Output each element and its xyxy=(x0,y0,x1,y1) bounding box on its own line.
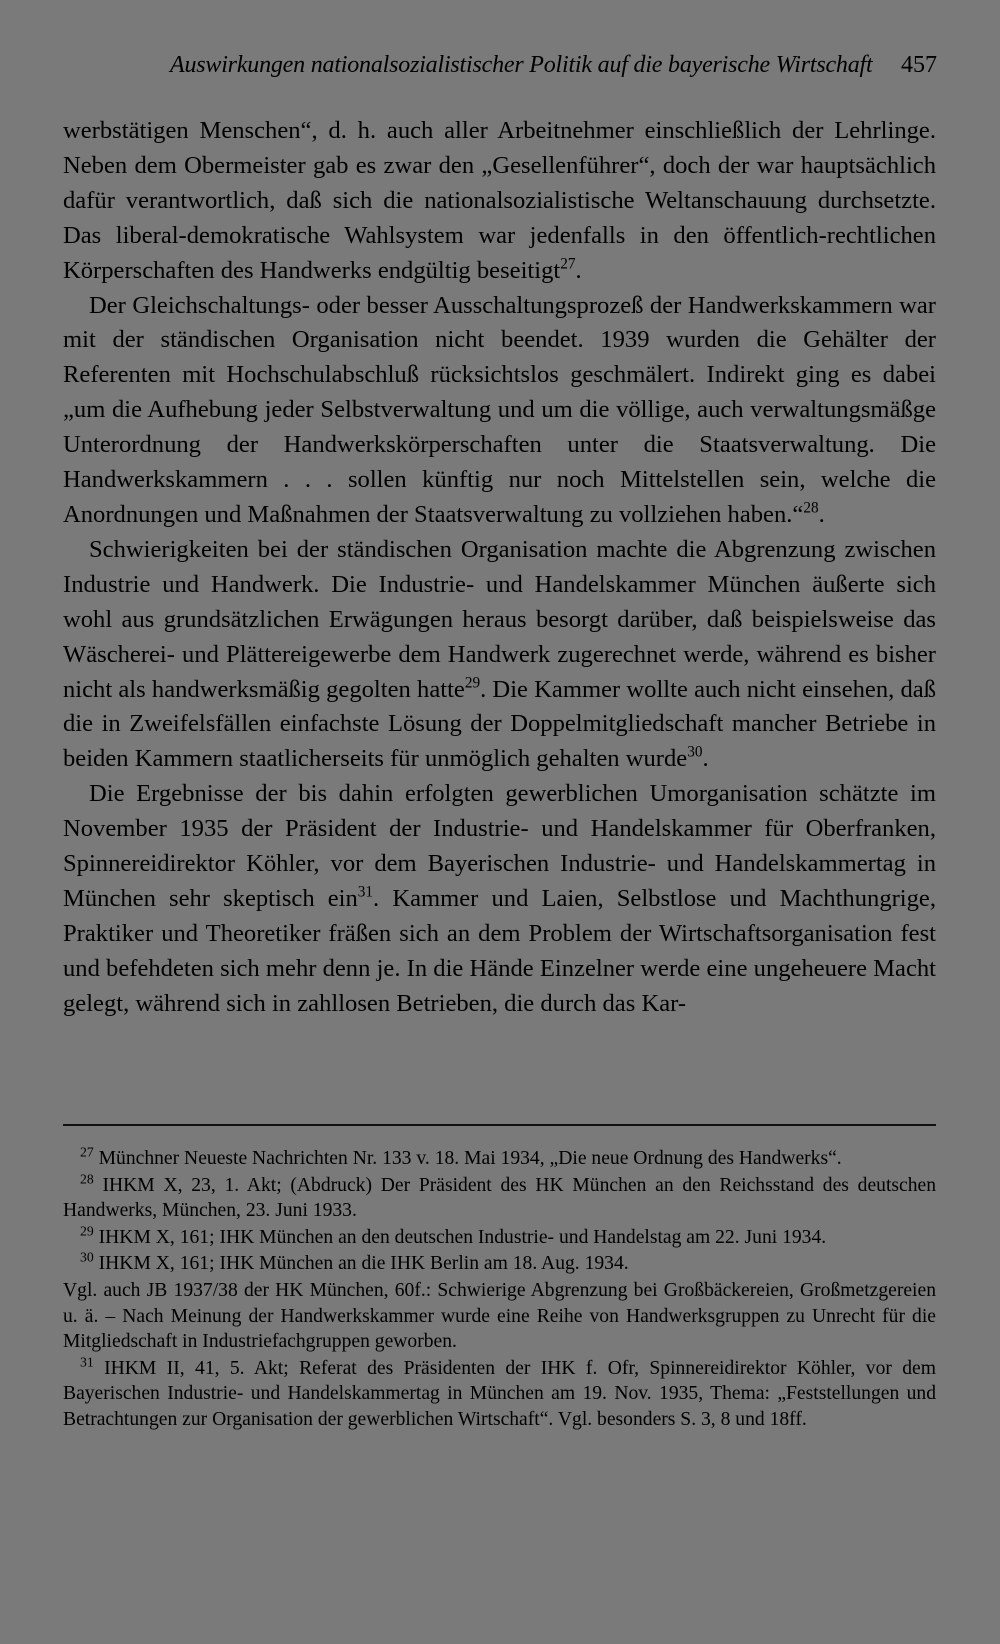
paragraph-2-text: Der Gleichschaltungs- oder besser Ausschaltungsprozeß der Handwerkskammern war mit der ständischen Organisation nicht beendet. 1939 wurden die Gehälter der Referenten mit Hochschulabschluß rücksichtslos geschmälert. Indirekt ging es dabei „um die Aufhebung jeder Selbstverwaltung und um die völlige, auch verwaltungsmäßge Unterordnung der Handwerkskörperschaften unter die Staatsverwaltung. Die Handwerkskammern . . . sollen künftig nur noch Mittelstellen sein, welche die Anordnungen und Maßnahmen der Staatsverwaltung zu vollziehen haben.“ xyxy=(63,291,936,528)
footnote-text: Vgl. auch JB 1937/38 der HK München, 60f.: Schwierige Abgrenzung bei Großbäckereien, Großmetzgereien u. ä. – Nach Meinung der Handwerkskammer wurde eine Reihe von Handwerksgruppen zu Unrecht für die Mitgliedschaft in Industriefachgruppen geworben. xyxy=(63,1279,936,1353)
footnote-ref-30: 30 xyxy=(687,743,703,761)
paragraph-1-tail: . xyxy=(575,256,582,284)
footnote-text: Münchner Neueste Nachrichten Nr. 133 v. 18. Mai 1934, „Die neue Ordnung des Handwerks“. xyxy=(98,1148,842,1169)
paragraph-3-text-b: . Die Kammer wollte auch nicht einsehen, daß die in Zweifelsfällen einfachste Lösung der Doppelmitgliedschaft mancher Betriebe in beiden Kammern staatlicherseits für unmöglich gehalten wurde xyxy=(63,675,936,773)
running-head-title: Auswirkungen nationalsozialistischer Politik auf die bayerische Wirtschaft xyxy=(170,52,873,78)
footnote-28 xyxy=(63,1173,936,1224)
paragraph-4-text-a: Die Ergebnisse der bis dahin erfolgten gewerblichen Umorganisation schätzte im November 1935 der Präsident der Industrie- und Handelskammer für Oberfranken, Spinnereidirektor Köhler, vor dem Bayerischen Industrie- und Handelskammertag in München sehr skeptisch ein xyxy=(63,780,936,912)
paragraph-3-text-a: Schwierigkeiten bei der ständischen Organisation machte die Abgrenzung zwischen Industrie und Handwerk. Die Industrie- und Handelskammer München äußerte sich wohl aus grundsätzlichen Erwägungen heraus besorgt darüber, daß beispielsweise das Wäscherei- und Plättereigewerbe dem Handwerk zugerechnet werde, während es bisher nicht als handwerksmäßig gegolten hatte xyxy=(63,535,936,703)
paragraph-1 xyxy=(63,114,936,289)
footnote-number: 27 xyxy=(80,1144,94,1160)
footnotes xyxy=(63,1146,936,1434)
page-number: 457 xyxy=(901,52,937,78)
footnote-ref-27: 27 xyxy=(560,255,576,273)
footnote-text: IHKM II, 41, 5. Akt; Referat des Präsidenten der IHK f. Ofr, Spinnereidirektor Köhler, vor dem Bayerischen Industrie- und Handelskammertag in München am 19. Nov. 1935, Thema: „Feststellungen und Betrachtungen zur Organisation der gewerblichen Wirtschaft“. Vgl. besonders S. 3, 8 und 18ff. xyxy=(63,1357,936,1430)
paragraph-4 xyxy=(63,777,936,1021)
footnote-31 xyxy=(63,1356,936,1433)
footnote-number: 30 xyxy=(80,1249,94,1265)
footnote-ref-29: 29 xyxy=(464,674,481,692)
footnote-separator xyxy=(63,1124,936,1126)
paragraph-1-text: werbstätigen Menschen“, d. h. auch aller Arbeitnehmer einschließlich der Lehrlinge. Neben dem Obermeister gab es zwar den „Gesellenführer“, doch der war hauptsächlich dafür verantwortlich, daß sich die nationalsozialistische Weltanschauung durchsetzte. Das liberal-demokratische Wahlsystem war jedenfalls in den öffentlich-rechtlichen Körperschaften des Handwerks endgültig beseitigt xyxy=(63,117,936,284)
footnote-ref-28: 28 xyxy=(803,499,819,517)
paragraph-2-tail: . xyxy=(818,500,825,528)
footnote-ref-31: 31 xyxy=(357,883,374,901)
main-text xyxy=(63,114,936,1022)
footnote-30-continuation xyxy=(63,1278,936,1355)
paragraph-3-tail: . xyxy=(702,745,709,773)
paragraph-4-text-b: . Kammer und Laien, Selbstlose und Machthungrige, Praktiker und Theoretiker fräßen sich an dem Problem der Wirtschaftsorganisation fest und befehdeten sich mehr denn je. In die Hände Einzelner werde eine ungeheuere Macht gelegt, während sich in zahllosen Betrieben, die durch das Kar- xyxy=(63,884,936,1017)
footnote-27 xyxy=(63,1146,936,1172)
footnote-text: IHKM X, 161; IHK München an den deutschen Industrie- und Handelstag am 22. Juni 1934. xyxy=(98,1226,827,1248)
running-head xyxy=(170,52,937,86)
footnote-text: IHKM X, 23, 1. Akt; (Abdruck) Der Präsident des HK München an den Reichsstand des deutschen Handwerks, München, 23. Juni 1933. xyxy=(63,1174,936,1222)
footnote-29 xyxy=(63,1225,936,1251)
footnote-number: 28 xyxy=(80,1171,94,1187)
footnote-number: 29 xyxy=(80,1223,94,1239)
footnote-30 xyxy=(63,1251,936,1277)
footnote-text: IHKM X, 161; IHK München an die IHK Berlin am 18. Aug. 1934. xyxy=(98,1253,629,1275)
footnote-number: 31 xyxy=(80,1354,94,1370)
paragraph-2 xyxy=(63,289,936,533)
paragraph-3 xyxy=(63,533,936,777)
